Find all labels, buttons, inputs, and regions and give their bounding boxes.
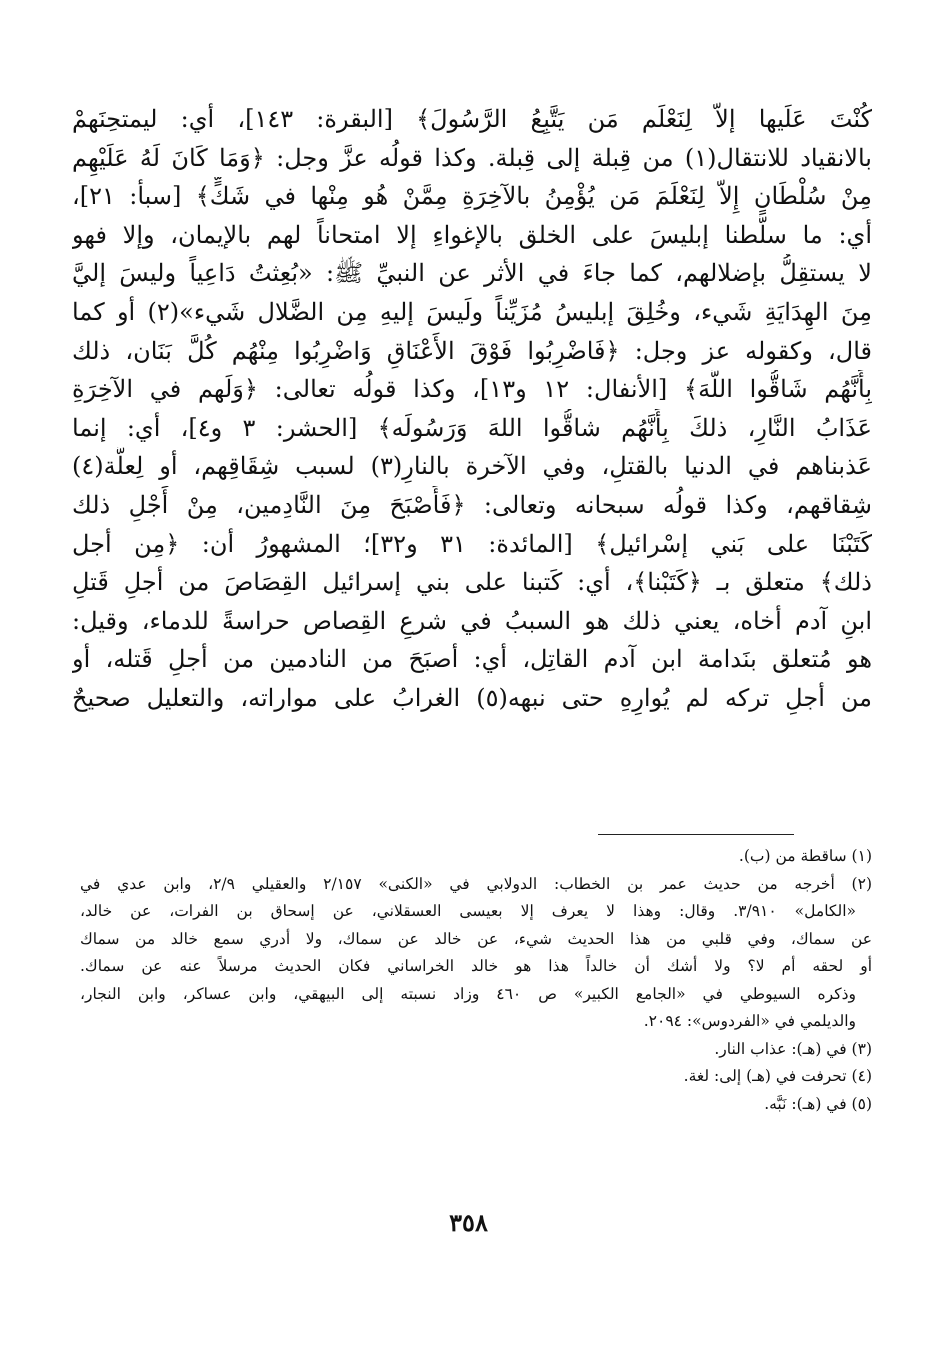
- text-line: قال، وكقوله عز وجل: ﴿فَاضْرِبُوا فَوْقَ الأَعْنَاقِ وَاضْرِبُوا مِنْهُم كُلَّ بَنَان، ذلك: [72, 336, 872, 365]
- text-line: مِنْ سُلْطَانٍ إِلاّ لِنَعْلَمَ مَن يُؤْمِنُ بالآخِرَةِ مِمَّنْ هُو مِنْها في شَكٍّ﴾ [سبأ: ٢١]،: [72, 182, 872, 211]
- text-line: شِقاقهم، وكذا قولُه سبحانه وتعالى: ﴿فَأَصْبَحَ مِنَ النَّادِمين، مِنْ أَجْلِ ذلك: [72, 490, 872, 519]
- text-line: أي: ما سلَّطنا إبليسَ على الخلق بالإغواءِ إلا امتحاناً لهم بالإيمان، وإلا فهو: [72, 220, 872, 249]
- page-number: ٣٥٨: [449, 1208, 488, 1237]
- footnote-line: (١) ساقطة من (ب).: [738, 847, 872, 865]
- text-line: عَذبناهم في الدنيا بالقتلِ، وفي الآخرة بالنارِ(٣) لسبب شِقَاقِهم، أو لِعلَّة(٤): [72, 452, 872, 481]
- text-line: كُنْتَ عَلَيها إلاّ لِنَعْلَم مَن يَتَّبِعُ الرَّسُولَ﴾ [البقرة: ١٤٣]، أي: ليمتحِنَهمْ: [72, 105, 872, 133]
- footnote-line: والديلمي في «الفردوس»: ٢٠٩٤.: [643, 1012, 856, 1030]
- text-line: بالانقياد للانتقال(١) من قِبلة إلى قِبلة. وكذا قولُه عزَّ وجل: ﴿وَمَا كَانَ لَهُ عَلَيْهِم: [72, 143, 872, 172]
- text-line: من أجلِ تركه لم يُوارِهِ حتى نبهه(٥) الغرابُ على مواراته، والتعليل صحيحٌ: [72, 683, 872, 712]
- text-line: ابنِ آدم أخاه، يعني ذلك هو السببُ في شرعِ القِصاص حراسةً للدماء، وقيل:: [72, 606, 872, 635]
- text-line: بِأَنَّهُم شَاقُّوا اللَّهَ﴾ [الأنفال: ١٢ و١٣]، وكذا قولُه تعالى: ﴿وَلَهم في الآخِرَةِ: [72, 375, 872, 404]
- main-text: [72, 100, 872, 718]
- footnote-line: وذكره السيوطي في «الجامع الكبير» ص ٤٦٠ وزاد نسبته إلى البيهقي، وابن عساكر، وابن النجار،: [80, 984, 857, 1003]
- text-line: ذلك﴾ متعلق بـ ﴿كَتَبْنا﴾، أي: كَتبنا على بني إسرائيل القِصَاصَ من أجلِ قَتلِ: [72, 568, 872, 597]
- footnote-line: (٢) أخرجه من حديث عمر بن الخطاب: الدولابي في «الكنى» ٢/١٥٧ والعقيلي ٢/٩، وابن عدي في: [80, 874, 872, 893]
- text-line: عَذَابُ النَّارِ، ذلكَ بِأَنَّهُم شاقُّوا اللهَ وَرَسُولَه﴾ [الحشر: ٣ و٤]، أي: إنما: [72, 413, 872, 442]
- footnote-line: أو لحقه أم لا؟ ولا أشك أن خالداً هذا هو خالد الخراساني فكان الحديث مرسلاً عنه عن سماك.: [80, 957, 872, 975]
- footnote-line: عن سماك، وفي قلبي من هذا الحديث شيء، عن خالد عن سماك، ولا أدري سمع خالد من سماك: [80, 929, 872, 948]
- text-line: لا يستقِلُّ بإضلالهم، كما جاءَ في الأثر عن النبيِّ ﷺ: «بُعِثتُ دَاعِياً وليسَ إليَّ: [72, 259, 872, 288]
- footnotes: [80, 843, 872, 1118]
- text-line: مِنَ الهِدَايَةِ شَيء، وخُلِقَ إبليسُ مُزَيِّناً ولَيسَ إليهِ مِن الضَّلال شَيء»(٢) أو كما: [72, 297, 872, 326]
- footnote-line: (٤) تحرفت في (هـ) إلى: لغة.: [683, 1067, 872, 1085]
- text-line: كَتَبْنَا على بَني إسْرائيل﴾ [المائدة: ٣١ و٣٢]؛ المشهورُ أن: ﴿مِن أجل: [72, 529, 872, 558]
- footnote-separator: [598, 834, 794, 835]
- footnote-line: «الكامل» ٣/٩١٠. وقال: وهذا لا يعرف إلا بعيسى العسقلاني، عن إسحاق بن الفرات، عن خالد،: [80, 902, 856, 920]
- footnote-line: (٣) في (هـ): عذاب النار.: [714, 1039, 872, 1058]
- text-line: هو مُتعلق بنَدامة ابن آدم القاتِل، أي: أصبَحَ من النادمين من أجلِ قَتله، أو: [72, 645, 872, 674]
- footnote-line: (٥) في (هـ): نَبَّه.: [764, 1094, 872, 1113]
